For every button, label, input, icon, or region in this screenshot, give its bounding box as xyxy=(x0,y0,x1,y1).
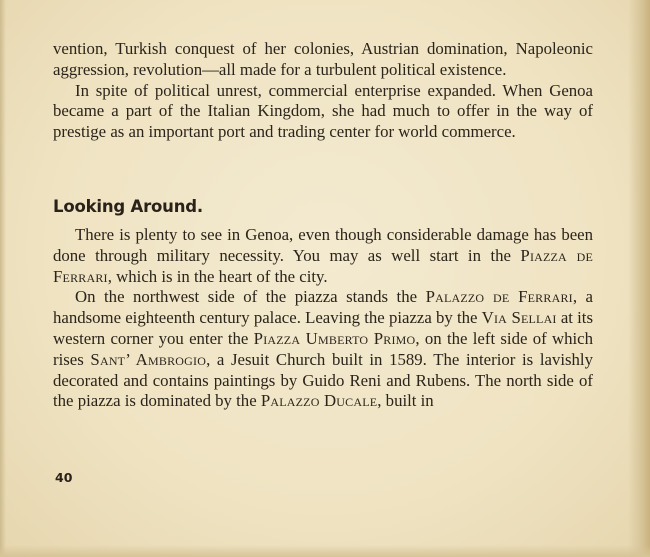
paragraph-northwest-side: On the northwest side of the piazza stands the Palazzo de Ferrari, a handsome eighteenth century palace. Leaving the piazza by the Via Sellai at its western corner you enter the Piazza Umberto Primo, on the left side of which rises Sant’ Ambrogio, a Jesuit Church built in 1589. The interior is lavishly decorated and contains paintings by Guido Reni and Rubens. The north side of the piazza is dominated by the Palazzo Ducale, built in xyxy=(53,287,594,411)
place-name: Palazzo Ducale xyxy=(260,391,378,411)
page-right-edge xyxy=(628,0,650,557)
paragraph-commercial-enterprise: In spite of political unrest, commercial enterprise expanded. When Genoa became a part of the Italian Kingdom, she had much to offer in the way of prestige as an important port and trading center for world commerce. xyxy=(53,80,593,142)
page-left-edge xyxy=(0,0,6,557)
paragraph-plenty-to-see: There is plenty to see in Genoa, even though considerable damage has been done through military necessity. You may as well start in the Piazza de Ferrari, which is in the heart of the city. xyxy=(53,225,593,286)
page-bottom-edge xyxy=(0,545,650,557)
paragraph-continuation: vention, Turkish conquest of her colonies, Austrian domination, Napoleonic aggression, revolution—all made for a turbulent political existence. xyxy=(53,39,593,79)
place-name: Palazzo de Ferrari xyxy=(425,287,573,307)
body-text-top xyxy=(53,39,593,143)
page-number: 40 xyxy=(55,470,73,485)
place-name: Via Sellai xyxy=(481,308,557,328)
body-text-looking-around xyxy=(53,225,593,412)
place-name: Piazza Umberto Primo xyxy=(253,328,416,348)
section-heading: Looking Around. xyxy=(53,197,203,216)
place-name: Sant’ Ambrogio xyxy=(90,349,207,369)
place-name: Piazza de Ferrari xyxy=(53,245,593,286)
